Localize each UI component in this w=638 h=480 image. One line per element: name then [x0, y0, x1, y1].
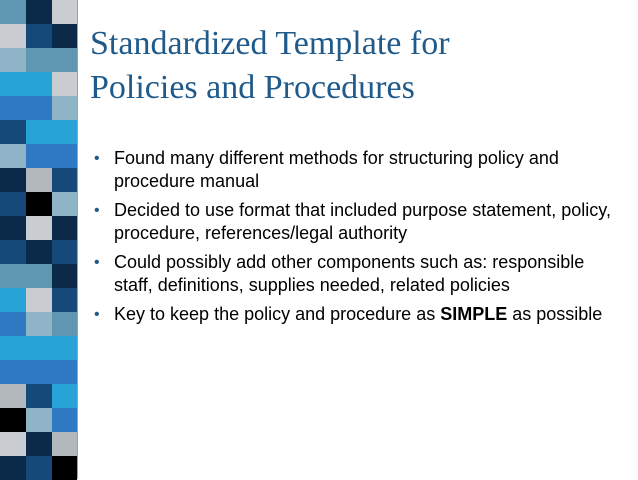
stripe-tile: [26, 312, 52, 336]
bullet-icon: •: [94, 254, 100, 271]
stripe-tile: [26, 0, 52, 24]
title-line-2: Policies and Procedures: [90, 69, 415, 106]
stripe-tile: [0, 336, 26, 360]
bullet-item: [92, 251, 612, 297]
stripe-tile: [0, 72, 26, 96]
stripe-tile: [26, 264, 52, 288]
stripe-tile: [26, 432, 52, 456]
bullet-icon: •: [94, 150, 100, 167]
stripe-tile: [52, 384, 77, 408]
stripe-tile: [52, 144, 77, 168]
stripe-tile: [0, 48, 26, 72]
stripe-tile: [52, 192, 77, 216]
stripe-tile: [26, 192, 52, 216]
stripe-tile: [0, 144, 26, 168]
stripe-tile: [52, 456, 77, 480]
stripe-tile: [26, 384, 52, 408]
stripe-tile: [52, 312, 77, 336]
stripe-tile: [52, 24, 77, 48]
stripe-tile: [0, 384, 26, 408]
bullet-text-before: Key to keep the policy and procedure as: [114, 304, 441, 324]
bullet-item: [92, 199, 612, 245]
stripe-tile: [52, 96, 77, 120]
bullet-text-after: as possible: [507, 304, 603, 324]
stripe-tile: [52, 72, 77, 96]
stripe-tile: [0, 288, 26, 312]
stripe-tile: [52, 432, 77, 456]
stripe-tile: [26, 168, 52, 192]
stripe-tile: [52, 216, 77, 240]
stripe-tile: [0, 96, 26, 120]
stripe-tile: [52, 168, 77, 192]
stripe-tile: [0, 0, 26, 24]
bullet-text: Found many different methods for structuring policy and procedure manual: [114, 148, 559, 191]
stripe-tile: [26, 408, 52, 432]
stripe-tile: [0, 240, 26, 264]
stripe-tile: [52, 240, 77, 264]
stripe-tile: [0, 432, 26, 456]
stripe-tile: [0, 192, 26, 216]
stripe-tile: [26, 72, 52, 96]
stripe-divider: [77, 0, 78, 479]
stripe-tile: [52, 120, 77, 144]
stripe-tile: [0, 360, 26, 384]
stripe-tile: [26, 24, 52, 48]
decorative-stripe: [0, 0, 77, 479]
stripe-tile: [0, 216, 26, 240]
stripe-tile: [0, 168, 26, 192]
stripe-tile: [52, 48, 77, 72]
bullet-icon: •: [94, 202, 100, 219]
slide-title: [90, 22, 610, 110]
stripe-tile: [52, 0, 77, 24]
stripe-tile: [52, 336, 77, 360]
bullet-item: [92, 303, 612, 326]
bullet-text: [114, 303, 612, 326]
stripe-tile: [26, 120, 52, 144]
stripe-tile: [26, 48, 52, 72]
title-line-1: Standardized Template for: [90, 25, 450, 62]
stripe-tile: [52, 264, 77, 288]
bullet-list: [92, 147, 612, 332]
stripe-tile: [26, 96, 52, 120]
bullet-text: Could possibly add other components such as: responsible staff, definitions, supplies needed, related policies: [114, 252, 585, 295]
stripe-tile: [26, 456, 52, 480]
stripe-tile: [52, 408, 77, 432]
stripe-tile: [0, 312, 26, 336]
stripe-tile: [52, 288, 77, 312]
stripe-tile: [0, 408, 26, 432]
bullet-item: [92, 147, 612, 193]
stripe-tile: [0, 120, 26, 144]
stripe-tile: [0, 456, 26, 480]
stripe-tile: [26, 144, 52, 168]
stripe-tile: [26, 216, 52, 240]
stripe-tile: [26, 288, 52, 312]
bullet-icon: •: [94, 306, 100, 323]
stripe-tile: [26, 336, 52, 360]
stripe-tile: [0, 24, 26, 48]
bullet-text-strong: SIMPLE: [440, 304, 508, 324]
stripe-tile: [26, 240, 52, 264]
stripe-tile: [26, 360, 52, 384]
stripe-tile: [0, 264, 26, 288]
stripe-tile: [52, 360, 77, 384]
bullet-text: Decided to use format that included purpose statement, policy, procedure, references/legal authority: [114, 200, 611, 243]
